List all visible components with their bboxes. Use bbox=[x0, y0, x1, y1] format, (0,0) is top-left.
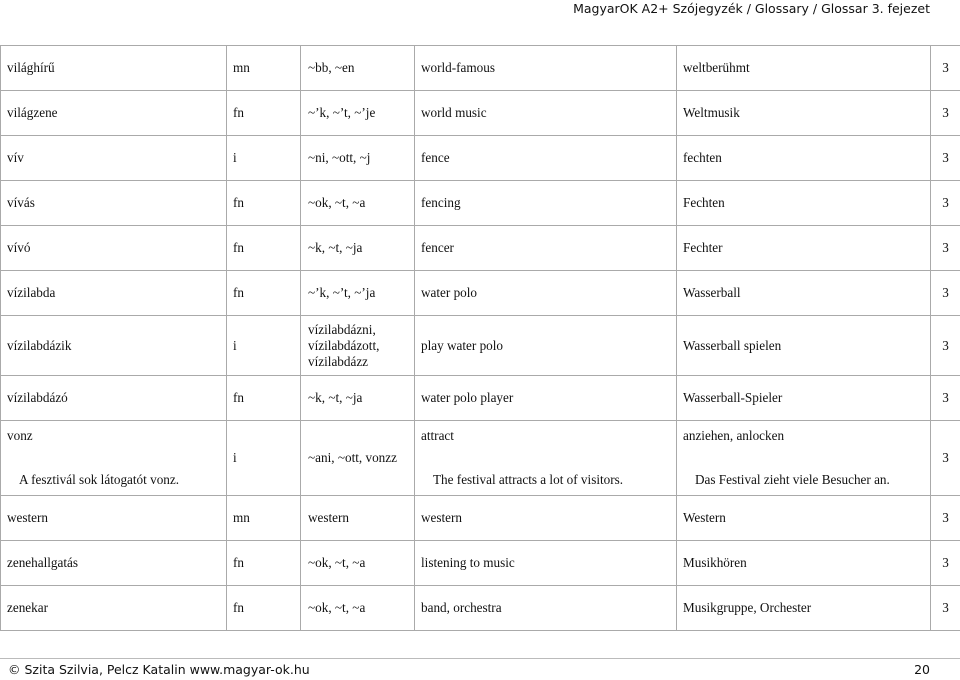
hungarian-word: vízilabdázik bbox=[1, 316, 227, 376]
chapter-number: 3 bbox=[931, 376, 960, 421]
word-forms: vízilabdázni, vízilabdázott, vízilabdázz bbox=[301, 316, 415, 376]
german-translation: weltberühmt bbox=[677, 46, 931, 91]
english-translation: listening to music bbox=[415, 541, 677, 586]
running-header: MagyarOK A2+ Szójegyzék / Glossary / Glossar 3. fejezet bbox=[573, 0, 930, 18]
word-forms: ~ani, ~ott, vonzz bbox=[301, 421, 415, 496]
chapter-number: 3 bbox=[931, 541, 960, 586]
page-footer bbox=[0, 658, 960, 680]
part-of-speech: fn bbox=[227, 226, 301, 271]
word-forms: western bbox=[301, 496, 415, 541]
part-of-speech: fn bbox=[227, 91, 301, 136]
part-of-speech: mn bbox=[227, 496, 301, 541]
english-translation: world music bbox=[415, 91, 677, 136]
glossary-table bbox=[0, 45, 960, 631]
german-translation: Western bbox=[677, 496, 931, 541]
english-translation: play water polo bbox=[415, 316, 677, 376]
table-row bbox=[1, 91, 960, 136]
hungarian-word: vívás bbox=[1, 181, 227, 226]
english-translation: world-famous bbox=[415, 46, 677, 91]
german-translation: Fechten bbox=[677, 181, 931, 226]
hungarian-word: világhírű bbox=[1, 46, 227, 91]
footer-copyright: © Szita Szilvia, Pelcz Katalin www.magyar-ok.hu bbox=[8, 662, 310, 677]
example-sentence-german: Das Festival zieht viele Besucher an. bbox=[683, 472, 924, 488]
chapter-number: 3 bbox=[931, 586, 960, 631]
german-translation: Musikgruppe, Orchester bbox=[677, 586, 931, 631]
word-forms: ~k, ~t, ~ja bbox=[301, 226, 415, 271]
chapter-number: 3 bbox=[931, 421, 960, 496]
english-translation: fencer bbox=[415, 226, 677, 271]
table-row bbox=[1, 136, 960, 181]
part-of-speech: i bbox=[227, 421, 301, 496]
table-row bbox=[1, 541, 960, 586]
table-row bbox=[1, 376, 960, 421]
english-translation: water polo player bbox=[415, 376, 677, 421]
table-row bbox=[1, 586, 960, 631]
part-of-speech: fn bbox=[227, 376, 301, 421]
word-forms: ~ok, ~t, ~a bbox=[301, 541, 415, 586]
word-forms: ~’k, ~’t, ~’ja bbox=[301, 271, 415, 316]
hungarian-word: világzene bbox=[1, 91, 227, 136]
german-translation: Musikhören bbox=[677, 541, 931, 586]
example-sentence-english: The festival attracts a lot of visitors. bbox=[421, 472, 670, 488]
german-translation: Wasserball-Spieler bbox=[677, 376, 931, 421]
page-number: 20 bbox=[914, 662, 930, 677]
table-row bbox=[1, 496, 960, 541]
part-of-speech: i bbox=[227, 316, 301, 376]
hungarian-word-cell bbox=[1, 421, 227, 496]
german-translation: fechten bbox=[677, 136, 931, 181]
hungarian-word: vív bbox=[1, 136, 227, 181]
english-translation: fence bbox=[415, 136, 677, 181]
chapter-number: 3 bbox=[931, 91, 960, 136]
hungarian-word: western bbox=[1, 496, 227, 541]
chapter-number: 3 bbox=[931, 271, 960, 316]
german-translation: Wasserball bbox=[677, 271, 931, 316]
german-translation-cell bbox=[677, 421, 931, 496]
english-translation: band, orchestra bbox=[415, 586, 677, 631]
hungarian-word: vívó bbox=[1, 226, 227, 271]
chapter-number: 3 bbox=[931, 316, 960, 376]
chapter-number: 3 bbox=[931, 136, 960, 181]
table-row bbox=[1, 271, 960, 316]
word-forms: ~ok, ~t, ~a bbox=[301, 181, 415, 226]
english-translation: fencing bbox=[415, 181, 677, 226]
hungarian-word: vonz bbox=[7, 428, 220, 444]
hungarian-word: vízilabdázó bbox=[1, 376, 227, 421]
chapter-number: 3 bbox=[931, 181, 960, 226]
word-forms: ~ni, ~ott, ~j bbox=[301, 136, 415, 181]
word-forms: ~ok, ~t, ~a bbox=[301, 586, 415, 631]
german-translation: Fechter bbox=[677, 226, 931, 271]
german-translation: Wasserball spielen bbox=[677, 316, 931, 376]
german-translation: anziehen, anlocken bbox=[683, 428, 924, 444]
table-row bbox=[1, 226, 960, 271]
english-translation: western bbox=[415, 496, 677, 541]
word-forms: ~bb, ~en bbox=[301, 46, 415, 91]
word-forms: ~k, ~t, ~ja bbox=[301, 376, 415, 421]
part-of-speech: fn bbox=[227, 271, 301, 316]
german-translation: Weltmusik bbox=[677, 91, 931, 136]
part-of-speech: mn bbox=[227, 46, 301, 91]
chapter-number: 3 bbox=[931, 46, 960, 91]
chapter-number: 3 bbox=[931, 226, 960, 271]
chapter-number: 3 bbox=[931, 496, 960, 541]
word-forms: ~’k, ~’t, ~’je bbox=[301, 91, 415, 136]
english-translation: water polo bbox=[415, 271, 677, 316]
part-of-speech: fn bbox=[227, 586, 301, 631]
example-sentence-hungarian: A fesztivál sok látogatót vonz. bbox=[7, 472, 220, 488]
part-of-speech: fn bbox=[227, 181, 301, 226]
english-translation-cell bbox=[415, 421, 677, 496]
hungarian-word: zenehallgatás bbox=[1, 541, 227, 586]
english-translation: attract bbox=[421, 428, 670, 444]
part-of-speech: fn bbox=[227, 541, 301, 586]
table-row bbox=[1, 316, 960, 376]
hungarian-word: vízilabda bbox=[1, 271, 227, 316]
table-row bbox=[1, 421, 960, 496]
table-row bbox=[1, 46, 960, 91]
table-row bbox=[1, 181, 960, 226]
part-of-speech: i bbox=[227, 136, 301, 181]
hungarian-word: zenekar bbox=[1, 586, 227, 631]
